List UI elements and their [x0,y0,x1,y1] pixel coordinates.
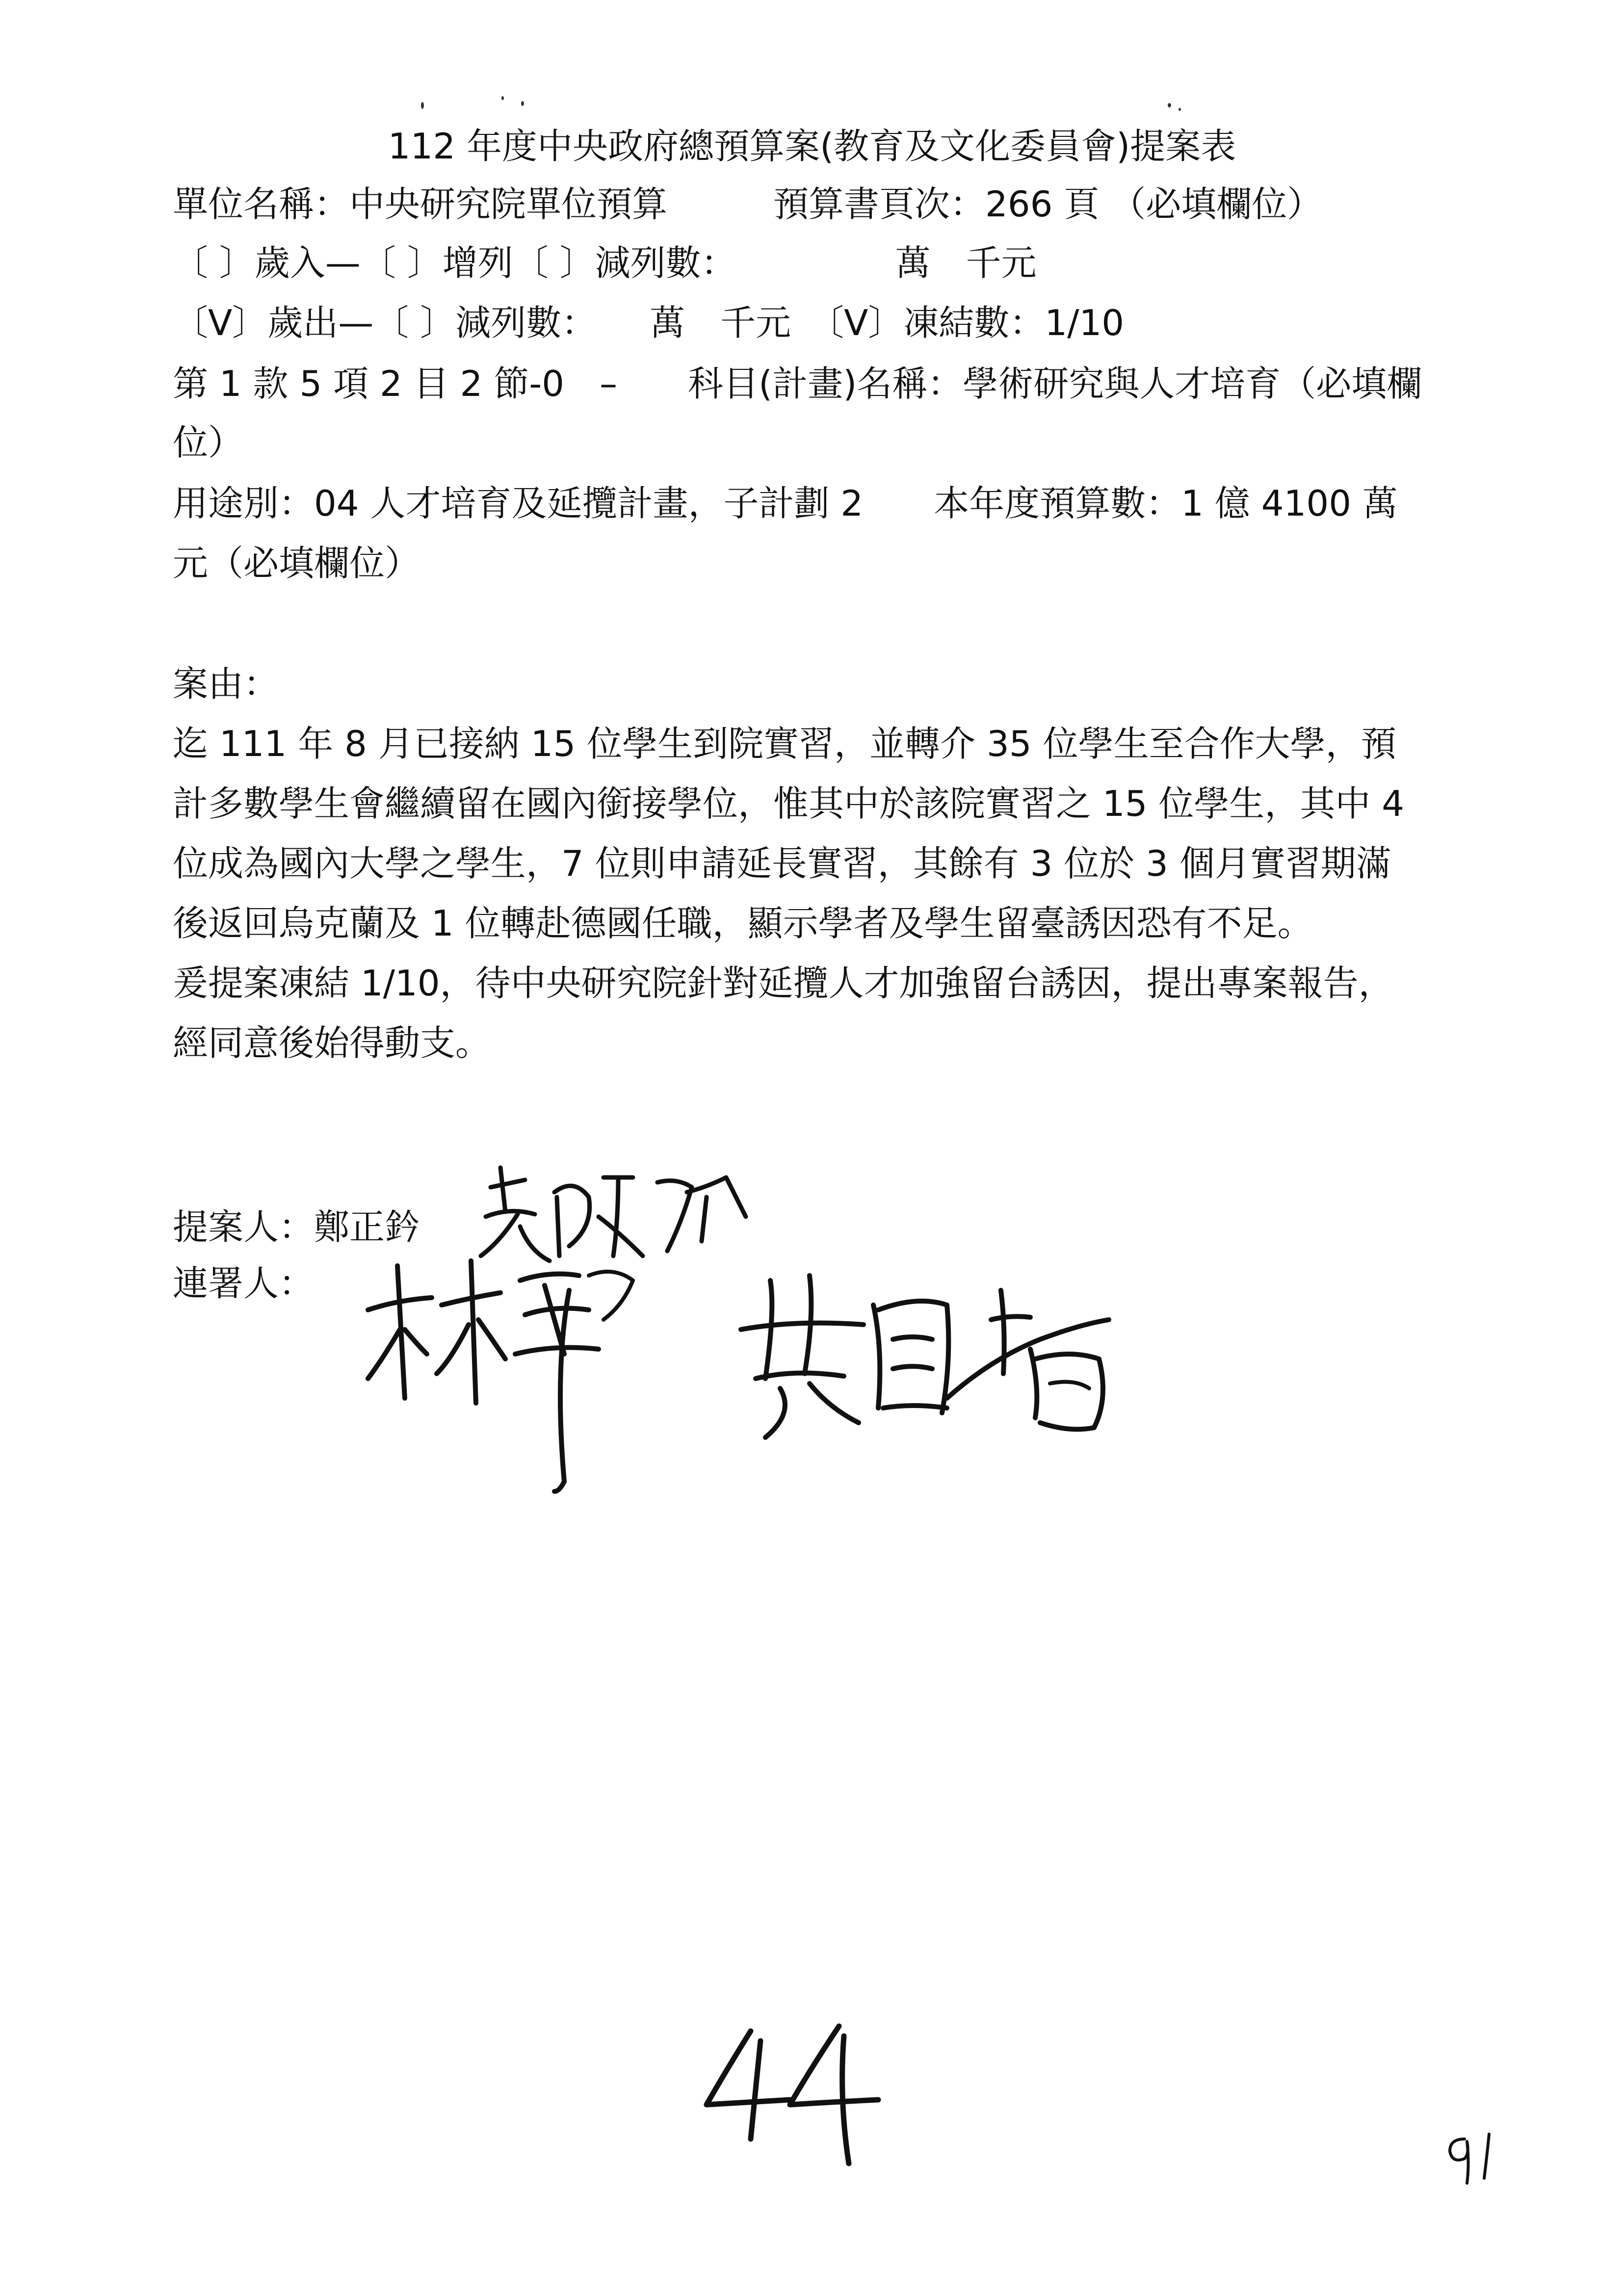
reason-line: 位成為國內大學之學生，7 位則申請延長實習，其餘有 3 位於 3 個月實習期滿 [173,843,1391,884]
item-line-1: 第 1 款 5 項 2 目 2 節-0 – 科目(計畫)名稱：學術研究與人才培育（必填欄 [173,363,1422,404]
reason-line: 計多數學生會繼續留在國內銜接學位，惟其中於該院實習之 15 位學生，其中 4 [173,783,1405,824]
handwritten-sequence-number [697,2021,903,2168]
cosigner-label: 連署人： [173,1263,314,1304]
scan-speck [421,102,424,109]
scan-speck [1179,108,1181,111]
usage-line-1: 用途別：04 人才培育及延攬計畫，子計劃 2 本年度預算數：1 億 4100 萬 [173,483,1398,524]
scan-speck [521,101,524,106]
proposer-label: 提案人：鄭正鈐 [173,1206,420,1248]
reason-line: 迄 111 年 8 月已接納 15 位學生到院實習，並轉介 35 位學生至合作大學，預 [173,723,1396,764]
usage-line-2: 元（必填欄位） [173,543,420,584]
handwritten-page-number [1440,2129,1504,2188]
cosigner-signature-2 [736,1251,1163,1447]
item-line-2: 位） [173,422,244,463]
reason-line: 經同意後始得動支。 [173,1022,491,1064]
scan-speck [501,96,504,100]
scan-speck [1168,103,1171,107]
revenue-line: 〔 〕歲入—〔 〕增列〔 〕減列數： 萬 千元 [173,242,1037,284]
reason-line: 後返回烏克蘭及 1 位轉赴德國任職，顯示學者及學生留臺誘因恐有不足。 [173,903,1313,944]
document-title: 112 年度中央政府總預算案(教育及文化委員會)提案表 [388,126,1236,167]
reason-line: 爰提案凍結 1/10，待中央研究院針對延攬人才加強留台誘因，提出專案報告， [173,963,1394,1004]
reason-heading: 案由： [173,663,279,704]
unit-name-line: 單位名稱：中央研究院單位預算 預算書頁次：266 頁 （必填欄位） [173,183,1323,225]
cosigner-signature-1 [358,1246,662,1501]
expenditure-line: 〔V〕歲出—〔 〕減列數： 萬 千元 〔V〕凍結數：1/10 [173,302,1125,343]
